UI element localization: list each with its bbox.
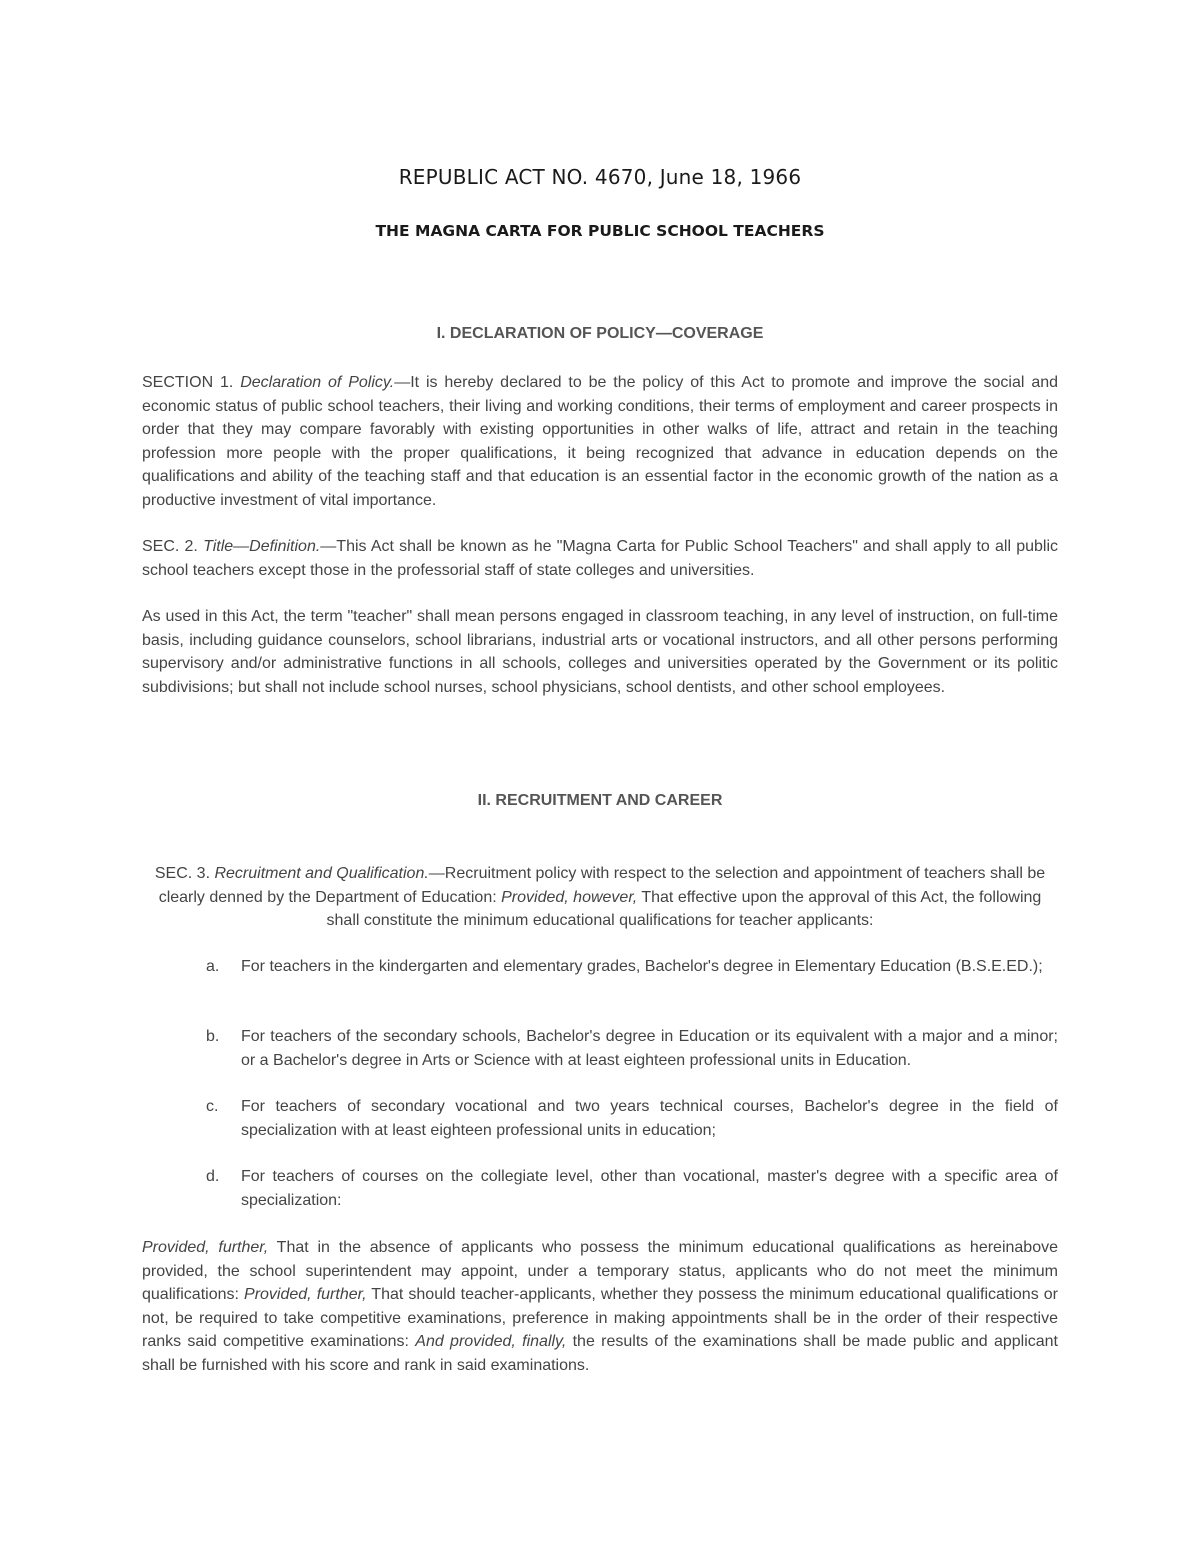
teacher-definition-paragraph: As used in this Act, the term "teacher" shall mean persons engaged in classroom teaching, in any level of instruction, on full-time basis, including guidance counselors, school librarians, industrial arts or vocational instructors, and all other persons performing supervisory and/or administrative functions in all schools, colleges and universities operated by the Government or its politic subdivisions; but shall not include school nurses, school physicians, school dentists, and other school employees. [142, 608, 1058, 696]
proviso-text-2: That should teacher-applicants, whether they possess the minimum educational qualifications or not, be required to take competitive examinations, preference in making appointments shall be in the order of their respective ranks said competitive examinations: [142, 1286, 1059, 1350]
list-marker: c. [206, 1098, 219, 1115]
section-1-body: —It is hereby declared to be the policy of this Act to promote and improve the social and economic status of public school teachers, their living and working conditions, their terms of employment and career prospects in order that they may compare favorably with existing opportunities in other walks of life, attract and retain in the teaching profession more people with the proper qualifications, it being recognized that advance in education depends on the qualifications and ability of the teaching staff and that education is an essential factor in the economic growth of the nation as a productive investment of vital importance. [142, 374, 1059, 509]
section-3-body-1: —Recruitment policy with respect to the selection and appointment of teachers shall be clearly denned by the Department of Education: [158, 865, 1046, 906]
list-marker: b. [206, 1028, 220, 1045]
proviso-italic-1: Provided, further, [142, 1239, 269, 1256]
section-3-paragraph [142, 862, 1058, 933]
list-marker: d. [206, 1168, 220, 1185]
section-2-paragraph [142, 535, 1058, 582]
section-2-body: —This Act shall be known as he "Magna Carta for Public School Teachers" and shall apply to all public school teachers except those in the professorial staff of state colleges and universities. [142, 538, 1058, 579]
proviso-paragraph [142, 1236, 1058, 1377]
section-1-paragraph [142, 371, 1058, 512]
proviso-italic-2: Provided, further, [244, 1286, 367, 1303]
list-item-text: For teachers in the kindergarten and elementary grades, Bachelor's degree in Elementary Education (B.S.E.ED.); [241, 958, 1043, 975]
section-3-body-2: That effective upon the approval of this Act, the following shall constitute the minimum educational qualifications for teacher applicants: [326, 888, 1042, 929]
list-item-text: For teachers of courses on the collegiate level, other than vocational, master's degree with a specific area of specialization: [241, 1168, 1058, 1209]
section-2-caption: Title—Definition. [203, 538, 321, 555]
section-heading-declaration: I. DECLARATION OF POLICY—COVERAGE [436, 325, 764, 342]
document-page [142, 0, 1058, 1553]
proviso-text-1: That in the absence of applicants who possess the minimum educational qualifications as hereinabove provided, the school superintendent may appoint, under a temporary status, applicants who do not meet the minimum qualifications: [142, 1239, 1059, 1303]
section-3-caption: Recruitment and Qualification. [214, 865, 429, 882]
act-subtitle: THE MAGNA CARTA FOR PUBLIC SCHOOL TEACHERS [375, 222, 825, 240]
list-item-text: For teachers of secondary vocational and two years technical courses, Bachelor's degree in the field of specialization with at least eighteen professional units in education; [241, 1098, 1058, 1139]
act-title: REPUBLIC ACT NO. 4670, June 18, 1966 [398, 165, 802, 189]
list-marker: a. [206, 958, 220, 975]
section-3-lead: SEC. 3. [154, 865, 215, 882]
section-3-proviso: Provided, however, [501, 888, 638, 906]
proviso-italic-3: And provided, finally, [415, 1333, 567, 1350]
section-1-lead: SECTION 1. [142, 374, 241, 391]
proviso-text-3: the results of the examinations shall be made public and applicant shall be furnished with his score and rank in said examinations. [142, 1333, 1058, 1374]
section-2-lead: SEC. 2. [142, 538, 204, 555]
section-1-caption: Declaration of Policy. [240, 374, 395, 391]
section-heading-recruitment: II. RECRUITMENT AND CAREER [477, 792, 723, 809]
list-item-text: For teachers of the secondary schools, Bachelor's degree in Education or its equivalent with a major and a minor; or a Bachelor's degree in Arts or Science with at least eighteen professional units in Education. [241, 1028, 1058, 1069]
